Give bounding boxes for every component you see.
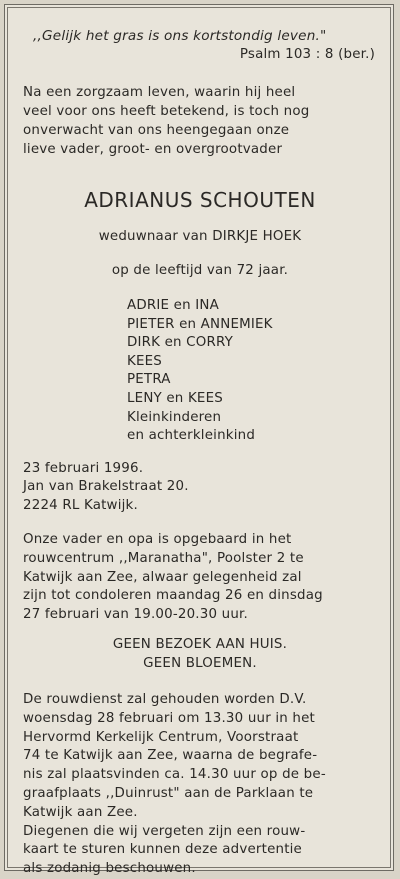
intro-line: Na een zorgzaam leven, waarin hij heel (23, 85, 296, 100)
notice-block (5, 636, 395, 674)
paragraph-line: nis zal plaatsvinden ca. 14.30 uur op de be- (23, 767, 326, 783)
death-notice (4, 4, 394, 877)
paragraph-line: De rouwdienst zal gehouden worden D.V. (23, 692, 307, 707)
paragraph-line: woensdag 28 februari om 13.30 uur in het (23, 710, 315, 726)
viewing-paragraph (23, 531, 323, 625)
paragraph-line: als zodanig beschouwen. (23, 861, 196, 877)
paragraph-line: graafplaats ,,Duinrust" aan de Parklaan te (23, 785, 314, 801)
intro-line: lieve vader, groot- en overgrootvader (23, 142, 283, 157)
paragraph-line: Katwijk aan Zee, alwaar gelegenheid zal (23, 569, 302, 585)
family-member: ADRIE en INA (127, 298, 219, 313)
psalm-reference: Psalm 103 : 8 (ber.) (239, 47, 375, 62)
paragraph-line: Katwijk aan Zee. (23, 804, 138, 820)
intro-paragraph (23, 84, 309, 160)
date-address-block (23, 460, 189, 515)
paragraph-line: rouwcentrum ,,Maranatha", Poolster 2 te (23, 550, 304, 566)
paragraph-line: kaart te sturen kunnen deze advertentie (23, 842, 302, 858)
family-member: PETRA (127, 372, 171, 388)
service-paragraph (23, 691, 326, 879)
widower-line: weduwnaar van DIRKJE HOEK (98, 229, 302, 244)
deceased-name: ADRIANUS SCHOUTEN (84, 188, 316, 212)
date-line: 23 februari 1996. (23, 461, 144, 476)
family-list (127, 297, 273, 446)
age-line: op de leeftijd van 72 jaar. (111, 263, 289, 278)
opening-quote: ,,Gelijk het gras is ons kortstondig leven." (33, 28, 327, 44)
family-member: en achterkleinkind (127, 428, 256, 444)
paragraph-line: 74 te Katwijk aan Zee, waarna de begrafe- (23, 748, 318, 764)
street-line: Jan van Brakelstraat 20. (23, 479, 189, 495)
family-member: Kleinkinderen (127, 409, 222, 425)
paragraph-line: Onze vader en opa is opgebaard in het (23, 532, 292, 547)
family-member: LENY en KEES (127, 390, 223, 406)
intro-line: veel voor ons heeft betekend, is toch nog (23, 104, 310, 119)
family-member: KEES (127, 353, 163, 369)
notice-line: GEEN BEZOEK AAN HUIS. (112, 637, 288, 652)
paragraph-line: Hervormd Kerkelijk Centrum, Voorstraat (23, 729, 299, 745)
paragraph-line: 27 februari van 19.00-20.30 uur. (23, 607, 248, 623)
family-member: PIETER en ANNEMIEK (127, 316, 273, 332)
paragraph-line: zijn tot condoleren maandag 26 en dinsdag (23, 588, 323, 604)
paragraph-line: Diegenen die wij vergeten zijn een rouw- (23, 823, 306, 839)
postal-line: 2224 RL Katwijk. (23, 497, 138, 513)
intro-line: onverwacht van ons heengegaan onze (23, 123, 290, 138)
notice-line: GEEN BLOEMEN. (143, 656, 257, 671)
family-member: DIRK en CORRY (127, 335, 234, 351)
